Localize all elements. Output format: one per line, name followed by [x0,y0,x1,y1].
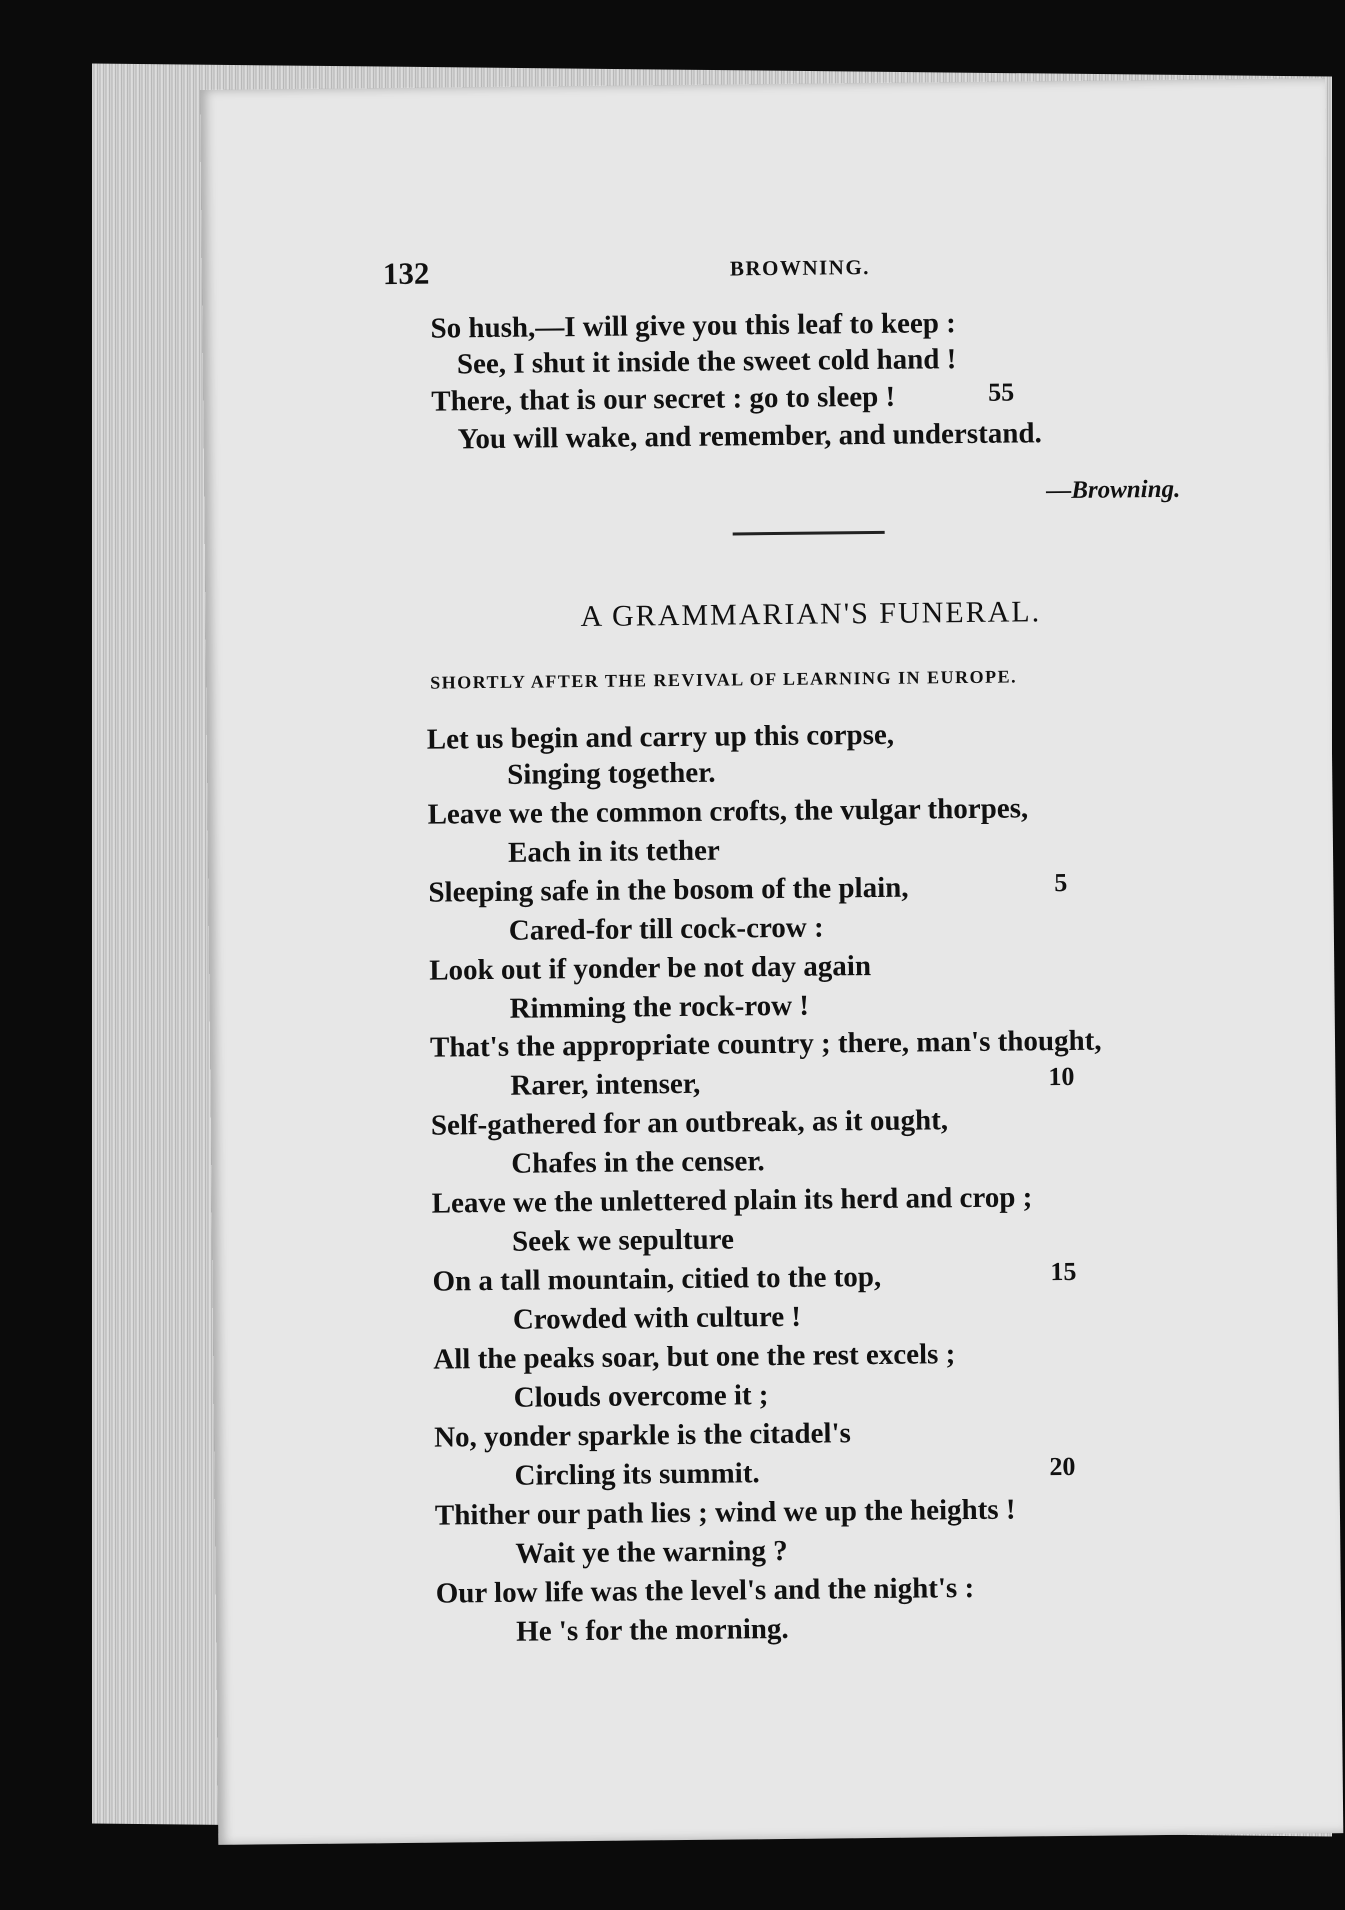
line-number: 20 [1049,1451,1076,1482]
verse-line: Seek we sepulture [511,1223,735,1258]
verse-line: Our low life was the level's and the night's : [435,1571,975,1610]
attribution: —Browning. [1046,475,1181,505]
running-head: BROWNING. [729,254,871,281]
verse-line: No, yonder sparkle is the citadel's [433,1417,852,1454]
verse-line: There, that is our secret : go to sleep ! [431,380,896,418]
verse-line: Chafes in the censer. [511,1145,765,1180]
poem-subtitle: SHORTLY AFTER THE REVIVAL OF LEARNING IN EUROPE. [430,666,1018,693]
verse-line: Sleeping safe in the bosom of the plain, [428,871,909,909]
verse-line: On a tall mountain, citied to the top, [432,1260,882,1298]
verse-line: Thither our path lies ; wind we up the heights ! [434,1493,1016,1532]
book-page [200,78,1343,1845]
verse-line: Singing together. [507,756,716,791]
verse-line: That's the appropriate country ; there, man's thought, [429,1024,1102,1064]
verse-line: Look out if yonder be not day again [429,950,872,987]
verse-line: You will wake, and remember, and understand. [457,417,1042,456]
verse-line: Each in its tether [507,834,721,869]
verse-line: Rarer, intenser, [510,1067,701,1102]
verse-line: All the peaks soar, but one the rest excels ; [433,1338,956,1376]
verse-line: He 's for the morning. [515,1612,789,1648]
line-number: 5 [1054,867,1068,898]
verse-line: Wait ye the warning ? [515,1534,788,1570]
section-divider [733,531,885,536]
verse-line: So hush,—I will give you this leaf to keep : [430,307,956,345]
poem-title: A GRAMMARIAN'S FUNERAL. [580,595,1042,634]
verse-line: Crowded with culture ! [512,1300,802,1336]
verse-line: Cared-for till cock-crow : [508,911,824,947]
verse-line: Rimming the rock-row ! [509,989,810,1025]
line-number: 55 [988,377,1015,407]
page-number: 132 [382,255,430,292]
verse-line: Leave we the common crofts, the vulgar thorpes, [427,792,1029,831]
verse-line: See, I shut it inside the sweet cold hand ! [456,343,957,381]
verse-line: Clouds overcome it ; [513,1379,769,1414]
verse-line: Self-gathered for an outbreak, as it ought, [430,1104,949,1142]
line-number: 15 [1050,1256,1077,1287]
verse-line: Leave we the unlettered plain its herd and crop ; [431,1181,1033,1220]
verse-line: Circling its summit. [514,1457,760,1492]
verse-line: Let us begin and carry up this corpse, [426,718,895,756]
line-number: 10 [1048,1061,1075,1092]
